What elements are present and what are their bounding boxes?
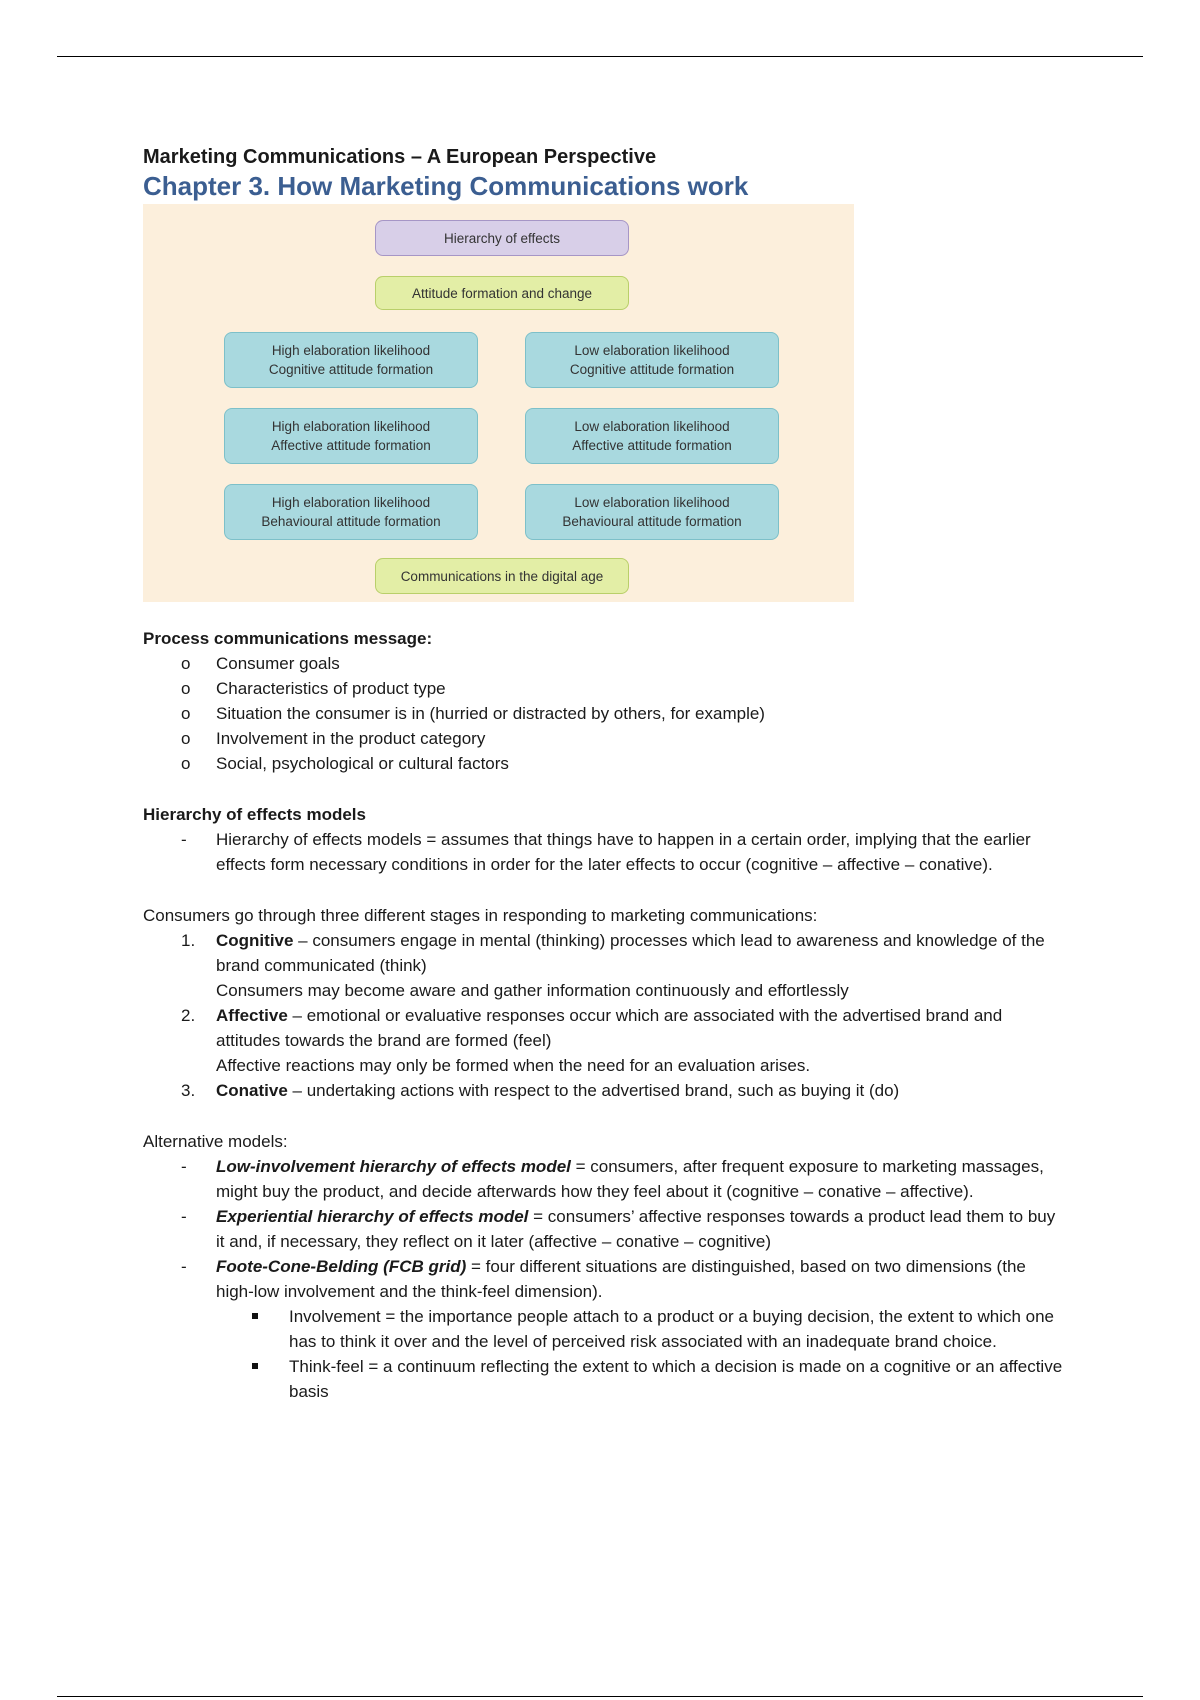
stage-text: – consumers engage in mental (thinking) processes which lead to awareness and knowledge of the brand communicated (think) <box>216 931 1045 975</box>
bullet-marker: o <box>181 754 191 773</box>
document-title: Marketing Communications – A European Perspective <box>143 146 657 168</box>
diagram-box-low-cognitive <box>525 332 779 388</box>
hierarchy-list <box>143 827 1063 877</box>
list-item-text: Involvement = the importance people attach to a product or a buying decision, the extent to which one has to think it over and the level of perceived risk associated with an inadequate brand choice. <box>289 1307 1055 1351</box>
list-item <box>143 1304 1063 1354</box>
box-line: Affective attitude formation <box>572 438 732 453</box>
process-heading: Process communications message: <box>143 629 433 648</box>
box-line: High elaboration likelihood <box>271 495 431 510</box>
process-list <box>143 651 1063 776</box>
list-item-text: Social, psychological or cultural factors <box>216 754 509 773</box>
list-item <box>143 1154 1063 1204</box>
chapter-title: Chapter 3. How Marketing Communications work <box>143 171 749 201</box>
list-item-text: Think-feel = a continuum reflecting the extent to which a decision is made on a cognitive or an affective basis <box>289 1357 1063 1401</box>
bullet-marker: o <box>181 729 191 748</box>
diagram-box-digital-age: Communications in the digital age <box>375 558 629 594</box>
footer-rule <box>57 1696 1143 1697</box>
dash-marker: - <box>181 1207 187 1226</box>
stages-list <box>143 928 1063 1103</box>
model-text: = four different situations are distinguished, based on two dimensions (the high-low involvement and the think-feel dimension). <box>216 1257 1026 1301</box>
list-item <box>143 701 1063 726</box>
list-item <box>143 1254 1063 1304</box>
alternatives-list <box>143 1154 1063 1304</box>
diagram-box-high-behavioural <box>224 484 478 540</box>
list-item-text: Hierarchy of effects models = assumes that things have to happen in a certain order, implying that the earlier effects form necessary conditions in order for the later effects to occur (cognitive – affective – conative). <box>216 830 1031 874</box>
stage-term: Cognitive <box>216 931 294 950</box>
alternatives-intro: Alternative models: <box>143 1132 288 1151</box>
page-content <box>143 144 1063 1404</box>
diagram-box-low-affective <box>525 408 779 464</box>
alternatives-section <box>143 1129 1063 1404</box>
model-term: Experiential hierarchy of effects model <box>216 1207 529 1226</box>
list-item <box>143 651 1063 676</box>
list-item <box>143 827 1063 877</box>
diagram-box-hierarchy-of-effects: Hierarchy of effects <box>375 220 629 256</box>
diagram-box-high-affective <box>224 408 478 464</box>
box-line: High elaboration likelihood <box>271 343 431 358</box>
diagram-box-low-behavioural <box>525 484 779 540</box>
process-section <box>143 626 1063 776</box>
dash-marker: - <box>181 1157 187 1176</box>
hierarchy-section <box>143 802 1063 877</box>
list-item <box>143 751 1063 776</box>
model-term: Low-involvement hierarchy of effects model <box>216 1157 571 1176</box>
list-item <box>143 1204 1063 1254</box>
box-line: Low elaboration likelihood <box>574 419 730 434</box>
header-rule <box>57 56 1143 57</box>
list-item-text: Involvement in the product category <box>216 729 486 748</box>
diagram-box-attitude-formation: Attitude formation and change <box>375 276 629 310</box>
list-item-text: Situation the consumer is in (hurried or distracted by others, for example) <box>216 704 765 723</box>
box-line: Cognitive attitude formation <box>268 362 434 377</box>
number-marker: 3. <box>181 1081 196 1100</box>
stage-term: Conative <box>216 1081 288 1100</box>
bullet-marker: o <box>181 679 191 698</box>
bullet-marker: o <box>181 654 191 673</box>
model-text: = consumers, after frequent exposure to marketing massages, might buy the product, and decide afterwards how they feel about it (cognitive – conative – affective). <box>216 1157 1044 1201</box>
square-bullet-icon <box>252 1304 272 1329</box>
model-term: Foote-Cone-Belding (FCB grid) <box>216 1257 467 1276</box>
square-bullet-icon <box>252 1354 272 1379</box>
diagram-box-high-cognitive <box>224 332 478 388</box>
list-item <box>143 726 1063 751</box>
dash-marker: - <box>181 830 187 849</box>
list-item <box>143 676 1063 701</box>
list-item-text: Consumer goals <box>216 654 340 673</box>
box-line: Low elaboration likelihood <box>574 343 730 358</box>
list-item <box>143 1354 1063 1404</box>
dash-marker: - <box>181 1257 187 1276</box>
stage-text: – undertaking actions with respect to the advertised brand, such as buying it (do) <box>287 1081 900 1100</box>
box-line: Behavioural attitude formation <box>562 514 742 529</box>
stage-note: Affective reactions may only be formed when the need for an evaluation arises. <box>216 1056 811 1075</box>
box-line: Low elaboration likelihood <box>574 495 730 510</box>
box-line: High elaboration likelihood <box>271 419 431 434</box>
box-line: Behavioural attitude formation <box>261 514 441 529</box>
box-line: Cognitive attitude formation <box>569 362 735 377</box>
stages-section <box>143 903 1063 1103</box>
stages-intro: Consumers go through three different stages in responding to marketing communications: <box>143 906 818 925</box>
list-item <box>143 928 1063 1003</box>
list-item <box>143 1078 1063 1103</box>
number-marker: 1. <box>181 931 196 950</box>
chapter-diagram <box>143 204 854 602</box>
list-item <box>143 1003 1063 1078</box>
bullet-marker: o <box>181 704 191 723</box>
number-marker: 2. <box>181 1006 196 1025</box>
hierarchy-heading: Hierarchy of effects models <box>143 805 366 824</box>
stage-note: Consumers may become aware and gather information continuously and effortlessly <box>216 981 849 1000</box>
model-text: = consumers’ affective responses towards a product lead them to buy it and, if necessary, they reflect on it later (affective – conative – cognitive) <box>216 1207 1056 1251</box>
list-item-text: Characteristics of product type <box>216 679 446 698</box>
fcb-sub-list <box>143 1304 1063 1404</box>
stage-term: Affective <box>216 1006 288 1025</box>
stage-text: – emotional or evaluative responses occur which are associated with the advertised brand and attitudes towards the brand are formed (feel) <box>216 1006 1003 1050</box>
box-line: Affective attitude formation <box>271 438 431 453</box>
